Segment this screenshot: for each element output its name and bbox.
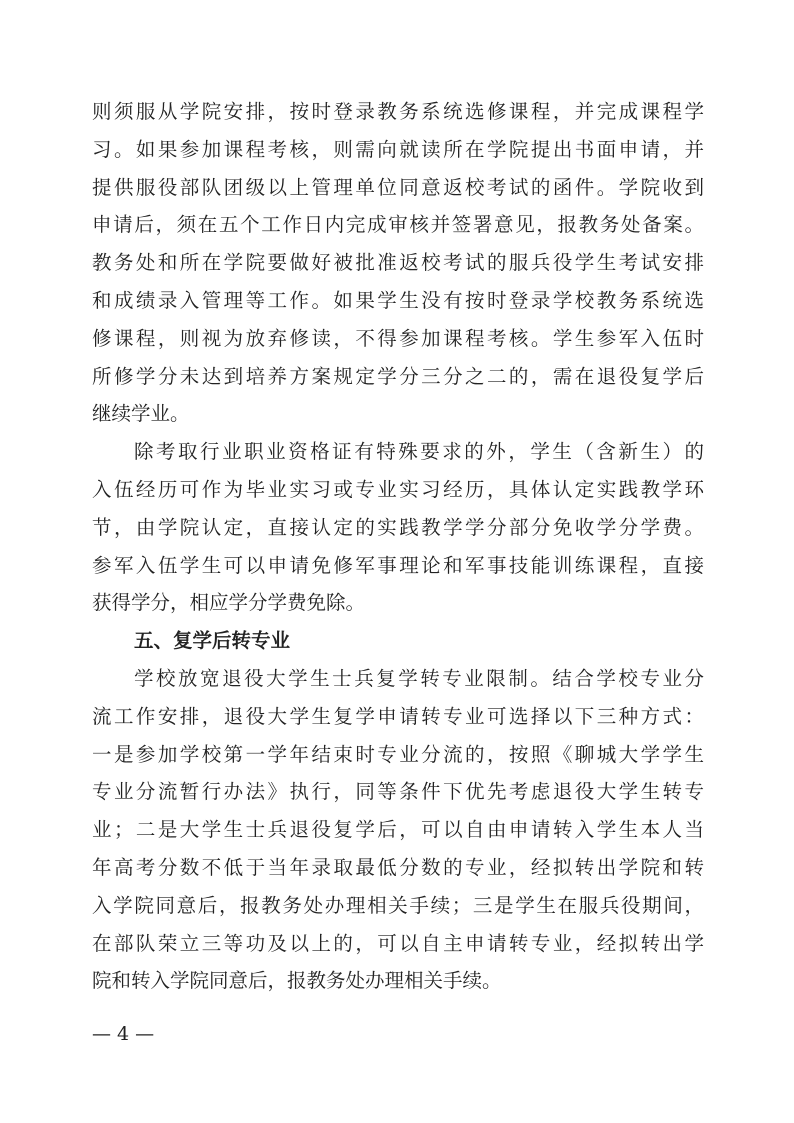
text-line: 所修学分未达到培养方案规定学分三分之二的，需在退役复学后 <box>92 364 704 388</box>
document-body <box>92 93 704 1000</box>
text-line: 参军入伍学生可以申请免修军事理论和军事技能训练课程，直接 <box>92 553 704 577</box>
text-line: 入伍经历可作为毕业实习或专业实习经历，具体认定实践教学环 <box>92 477 704 501</box>
text-line: 学校放宽退役大学生士兵复学转专业限制。结合学校专业分 <box>134 666 704 690</box>
text-line: 专业分流暂行办法》执行，同等条件下优先考虑退役大学生转专 <box>92 780 704 804</box>
text-line: 节，由学院认定，直接认定的实践教学学分部分免收学分学费。 <box>92 515 704 539</box>
text-line: 教务处和所在学院要做好被批准返校考试的服兵役学生考试安排 <box>92 251 704 275</box>
text-line: 获得学分，相应学分学费免除。 <box>92 591 366 615</box>
text-line: 修课程，则视为放弃修读，不得参加课程考核。学生参军入伍时 <box>92 326 704 350</box>
text-line: 和成绩录入管理等工作。如果学生没有按时登录学校教务系统选 <box>92 288 704 312</box>
text-line: 除考取行业职业资格证有特殊要求的外，学生（含新生）的 <box>134 440 704 464</box>
text-line: 院和转入学院同意后，报教务处办理相关手续。 <box>92 969 502 993</box>
text-line: 提供服役部队团级以上管理单位同意返校考试的函件。学院收到 <box>92 175 704 199</box>
text-line: 年高考分数不低于当年录取最低分数的专业，经拟转出学院和转 <box>92 855 704 879</box>
text-line: 入学院同意后，报教务处办理相关手续；三是学生在服兵役期间， <box>92 893 704 917</box>
text-line: 则须服从学院安排，按时登录教务系统选修课程，并完成课程学 <box>92 100 704 123</box>
text-line: 申请后，须在五个工作日内完成审核并签署意见，报教务处备案。 <box>92 213 704 237</box>
page-number: — 4 — <box>92 1023 155 1045</box>
section-heading: 五、复学后转专业 <box>134 629 291 653</box>
text-line: 在部队荣立三等功及以上的，可以自主申请转专业，经拟转出学 <box>92 931 704 955</box>
text-line: 继续学业。 <box>92 402 190 426</box>
text-line: 业；二是大学生士兵退役复学后，可以自由申请转入学生本人当 <box>92 818 704 842</box>
text-line: 一是参加学校第一学年结束时专业分流的，按照《聊城大学学生 <box>92 742 704 766</box>
text-line: 流工作安排，退役大学生复学申请转专业可选择以下三种方式： <box>92 704 704 728</box>
text-line: 习。如果参加课程考核，则需向就读所在学院提出书面申请，并 <box>92 137 704 161</box>
